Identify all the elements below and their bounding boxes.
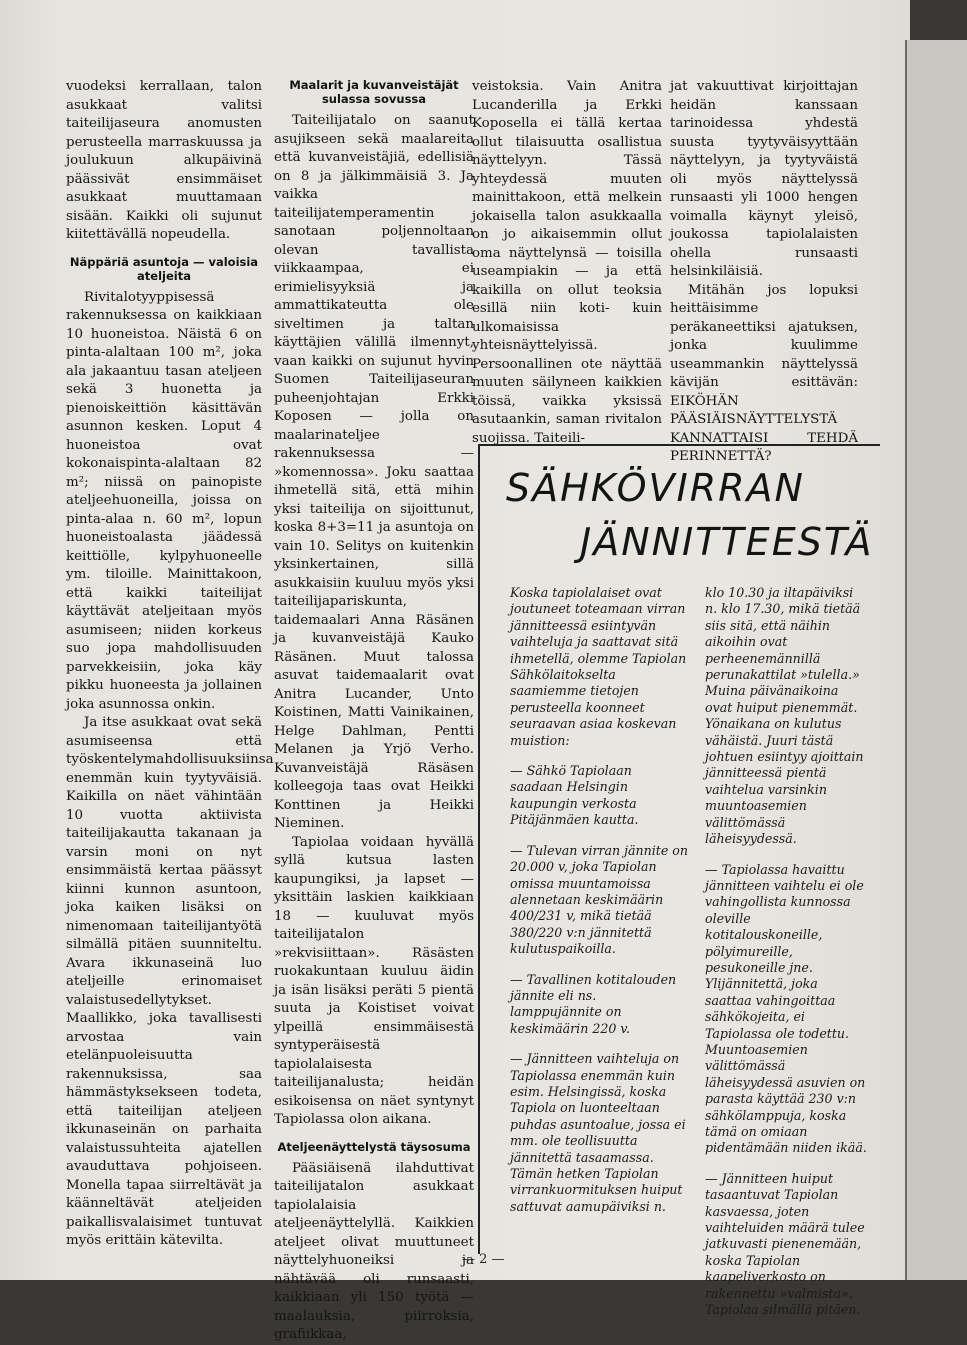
box-paragraph: — Tapiolassa havaittu jännitteen vaihtelu ei ole vahingollista kunnossa oleville kotitalouskoneille, pölyimureille, pesukoneille jne. Ylijännitettä, joka saattaa vahingoittaa sähkökojeita, ei Tapiolassa ole todettu. Muuntoasemien välittömässä läheisyydessä asuvien on parasta käyttää 230 v:n sähkölamppuja, koska tämä on omiaan pidentämään niiden ikää. <box>705 861 867 1156</box>
paragraph: Tapiolaa voidaan hyvällä syllä kutsua lasten kaupungiksi, ja lapset — yksittäin laskien kaikkiaan 18 — kuuluvat myös taiteilijatalon »rekvisiittaan». Räsästen ruokakuntaan kuuluu äidin ja isän lisäksi peräti 5 pientä suuta ja Koistiset voivat ylpeillä ensimmäisestä syntyperäisestä tapiolalaisesta taiteilijanalusta; heidän esikoisensa on näet syntynyt Tapiolassa olon aikana. <box>274 834 474 1127</box>
paragraph: Pääsiäisenä ilahduttivat taiteilijatalon asukkaat tapiolalaisia ateljeenäyttelyllä. Kaikkien ateljeet olivat muuttuneet näyttelyhuoneiksi ja nähtävää oli runsaasti, kaikkiaan yli 150 työtä — maalauksia, piirroksia, grafiikkaa, <box>274 1160 474 1342</box>
article-column-3 <box>472 78 662 448</box>
box-paragraph: klo 10.30 ja iltapäiviksi n. klo 17.30, mikä tietää siis sitä, että näihin aikoihin ovat perheenemännillä perunakattilat »tulella.» Muina päivänaikoina ovat huiput pienemmät. Yönaikana on kulutus vähäistä. Juuri tästä johtuen esiintyy ajoittain jännitteessä pientä vaihtelua varsinkin muuntoasemien välittömässä läheisyydessä. <box>705 585 864 847</box>
box-title-line-1: SÄHKÖVIRRAN <box>506 466 805 510</box>
paragraph: veistoksia. Vain Anitra Lucanderilla ja Erkki Koposella ei tällä kertaa ollut tilaisuutta osallistua näyttelyyn. Tässä yhteydessä muuten mainittakoon, että melkein jokaisella talon asukkaalla on jo aikaisemmin ollut oma näyttelynsä — toisilla useampiakin — ja että kaikilla on ollut teoksia esillä niin koti- kuin ulkomaisissa yhteisnäyttelyissä. Persoonallinen ote näyttää muuten säilyneen kaikkien töissä, vaikka yksissä asutaankin, saman rivitalon suojissa. Taiteili- <box>472 79 662 446</box>
article-column-4 <box>670 78 858 467</box>
box-column-left <box>510 585 688 1229</box>
section-heading: Maalarit ja kuvanveistäjät sulassa sovussa <box>289 78 459 106</box>
section-heading: Näppäriä asuntoja — valoisia ateljeita <box>69 254 259 283</box>
article-column-2 <box>274 78 474 1345</box>
paragraph: Taiteilijatalo on saanut asujikseen sekä maalareita että kuvanveistäjiä, edellisiä on 8 ja jälkimmäisiä 3. Ja vaikka taiteilijatemperamentin sanotaan poljennoltaan olevan tavallista viikkaampaa, ei erimielisyyksiä ja ammattikateutta ole siveltimen ja taltan käyttäjien välillä ilmennyt, vaan kaikki on sujunut hyvin Suomen Taiteilijaseuran puheenjohtajan Erkki Koposen — jolla on maalarinateljee rakennuksessa — »komennossa». Joku saattaa ihmetellä sitä, että mihin yksi taiteilija on sijoittunut, koska 8+3=11 ja asuntoja on vain 10. Selitys on kuitenkin yksinkertainen, sillä asukkaisiin kuuluu myös yksi taiteilijapariskunta, taidemaalari Anna Räsänen ja kuvanveistäjä Kauko Räsänen. Muut talossa asuvat taidemaalarit ovat Anitra Lucander, Unto Koistinen, Matti Vainikainen, Helge Dahlman, Pentti Melanen ja Yrjö Verho. Kuvanveistäjä Räsäsen kolleegoja taas ovat Heikki Konttinen ja Heikki Nieminen. <box>274 113 474 831</box>
box-column-right <box>705 585 867 1332</box>
article-column-1 <box>66 78 274 1251</box>
box-paragraph: Koska tapiolalaiset ovat joutuneet toteamaan virran jännitteessä esiintyvän vaihteluja ja saattavat sitä ihmetellä, olemme Tapiolan Sähkölaitokselta saamiemme tietojen perusteella koonneet seuraavan asiaa koskevan muistion: <box>510 585 687 748</box>
box-title-line-2: JÄNNITTEESTÄ <box>580 520 874 564</box>
box-paragraph: — Jännitteen huiput tasaantuvat Tapiolan kasvaessa, joten vaihteluiden määrä tulee jatkuvasti pienenemään, koska Tapiolan kaapeliverkosto on rakennettu »valmista». Tapiolaa silmällä pitäen. <box>705 1170 865 1318</box>
box-paragraph: — Tavallinen kotitalouden jännite eli ns. lamppujännite on keskimäärin 220 v. <box>510 971 677 1036</box>
box-paragraph: — Sähkö Tapiolaan saadaan Helsingin kaupungin verkosta Pitäjänmäen kautta. <box>510 763 639 828</box>
paragraph: vuodeksi kerrallaan, talon asukkaat valitsi taiteilijaseura anomusten perusteella marraskuussa ja joulukuun alkupäivinä päässivät ensimmäiset asukkaat muuttamaan sisään. Kaikki oli sujunut kiitettävällä nopeudella. <box>66 79 262 242</box>
paragraph: jat vakuuttivat kirjoittajan heidän kanssaan tarinoidessa yhdestä suusta tyytyväisyyttään näyttelyyn, ja tyytyväistä oli myös näyttelyssä runsaasti yli 1000 hengen voimalla käynyt yleisö, joukossa tapiolalaisten ohella runsaasti helsinkiläisiä. <box>670 79 858 279</box>
paragraph: Mitähän jos lopuksi heittäisimme peräkaneettiksi ajatuksen, jonka kuulimme useammankin näyttelyssä kävijän esittävän: EIKÖHÄN PÄÄSIÄISNÄYTTELYSTÄ KANNATTAISI TEHDÄ PERINNETTÄ? <box>670 282 858 464</box>
paragraph: Ja itse asukkaat ovat sekä asumiseensa että työskentelymahdollisuuksiinsa enemmän kuin tyytyväisiä. Kaikilla on näet vähintään 10 vuotta aktiivista taiteilijakautta takanaan ja varsin moni on nyt ensimmäistä kertaa päässyt kiinni kunnon asuntoon, joka kaiken lisäksi on nimenomaan taiteilijantyötä silmällä pitäen suunniteltu. Avara ikkunaseinä luo ateljeille erinomaiset valaistusedellytykset. Maallikko, joka tavallisesti arvostaa vain etelänpuoleisuutta rakennuksissa, saa hämmästyksekseen todeta, että taiteilijan ateljeen ikkunaseinän on parhaita valaistussuhteita ajatellen avauduttava pohjoiseen. Monella tapaa siirreltävät ja käänneltävät ateljeiden paikallisvalaisimet tuntuvat myös erittäin kätevilta. <box>66 715 274 1248</box>
page-number: — 2 — <box>462 1252 505 1267</box>
next-page-edge <box>905 40 967 1280</box>
paragraph: Rivitalotyyppisessä rakennuksessa on kaikkiaan 10 huoneistoa. Näistä 6 on pinta-alaltaan 100 m², joka ala jakaantuu tasan ateljeen sekä 3 huonetta ja pienoiskeittiön käsittävän asunnon kesken. Loput 4 huoneistoa ovat kokonaispinta-alaltaan 82 m²; niissä on painopiste ateljeehuoneilla, joissa on pinta-alaa n. 60 m², lopun huoneistoalasta jäädessä keittiölle, kylpyhuoneelle ym. tiloille. Mainittakoon, että kaikki taiteilijat käyttävät ateljeitaan myös asumiseen; niiden korkeus suo jopa mahdollisuuden parvekkeisiin, joka käy pikku huoneesta ja jollainen joka asunnossa onkin. <box>66 289 262 712</box>
section-heading: Ateljeenäyttelystä täysosuma <box>277 1139 471 1154</box>
box-paragraph: — Tulevan virran jännite on 20.000 v, joka Tapiolan omissa muuntamoissa alennetaan keskimäärin 400/231 v, mikä tietää 380/220 v:n jännitettä kulutuspaikoilla. <box>510 842 689 957</box>
box-paragraph: — Jännitteen vaihteluja on Tapiolassa enemmän kuin esim. Helsingissä, koska Tapiola on luonteeltaan puhdas asuntoalue, jossa ei mm. ole teollisuutta jännitettä tasaamassa. Tämän hetken Tapiolan virrankuormituksen huiput sattuvat aamupäiviksi n. <box>510 1051 686 1214</box>
